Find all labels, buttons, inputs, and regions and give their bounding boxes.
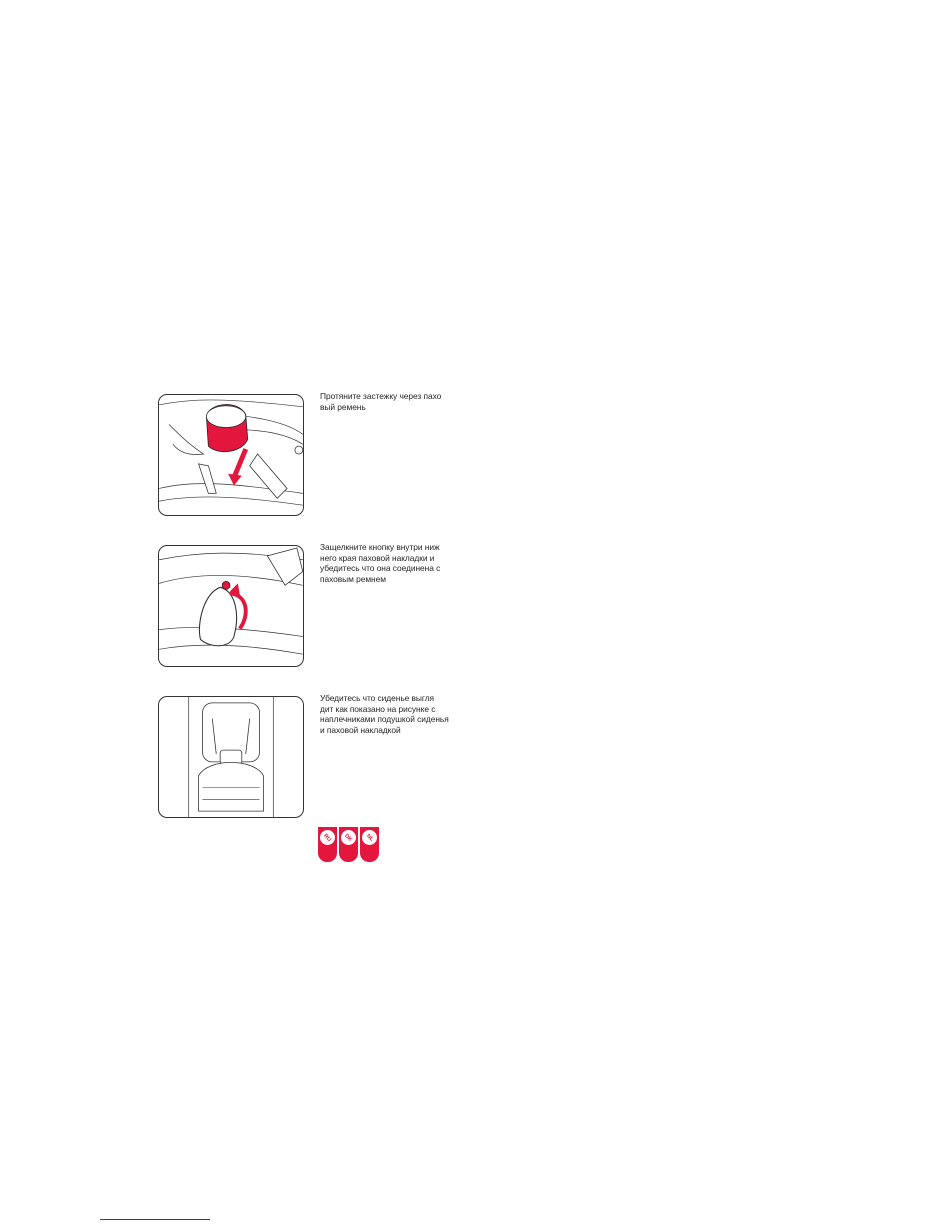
language-tab-nl [360, 827, 379, 862]
language-code: NL [364, 832, 375, 843]
language-code: DK [343, 832, 354, 843]
step-3-illustration [158, 696, 304, 818]
step-1-illustration [158, 394, 304, 516]
step-2-caption: Защелкните кнопку внутри ниж него края паховой накладки и убедитесь что она соединена с паховым ремнем [320, 542, 441, 584]
seat-overview-drawing [159, 697, 303, 817]
crotch-pad-button-drawing [159, 546, 303, 666]
step-1-caption: Протяните застежку через пахо вый ремень [320, 391, 442, 412]
language-code: RU [322, 832, 333, 843]
footer-rule [100, 1219, 210, 1220]
buckle-through-crotch-strap-drawing [159, 395, 303, 515]
step-3-caption: Убедитесь что сиденье выгля дит как показано на рисунке с наплечниками подушкой сиденья и паховой накладкой [320, 693, 449, 735]
step-2-illustration [158, 545, 304, 667]
language-tab-ru [318, 827, 337, 862]
language-tab-dk [339, 827, 358, 862]
language-tabs [318, 827, 382, 863]
